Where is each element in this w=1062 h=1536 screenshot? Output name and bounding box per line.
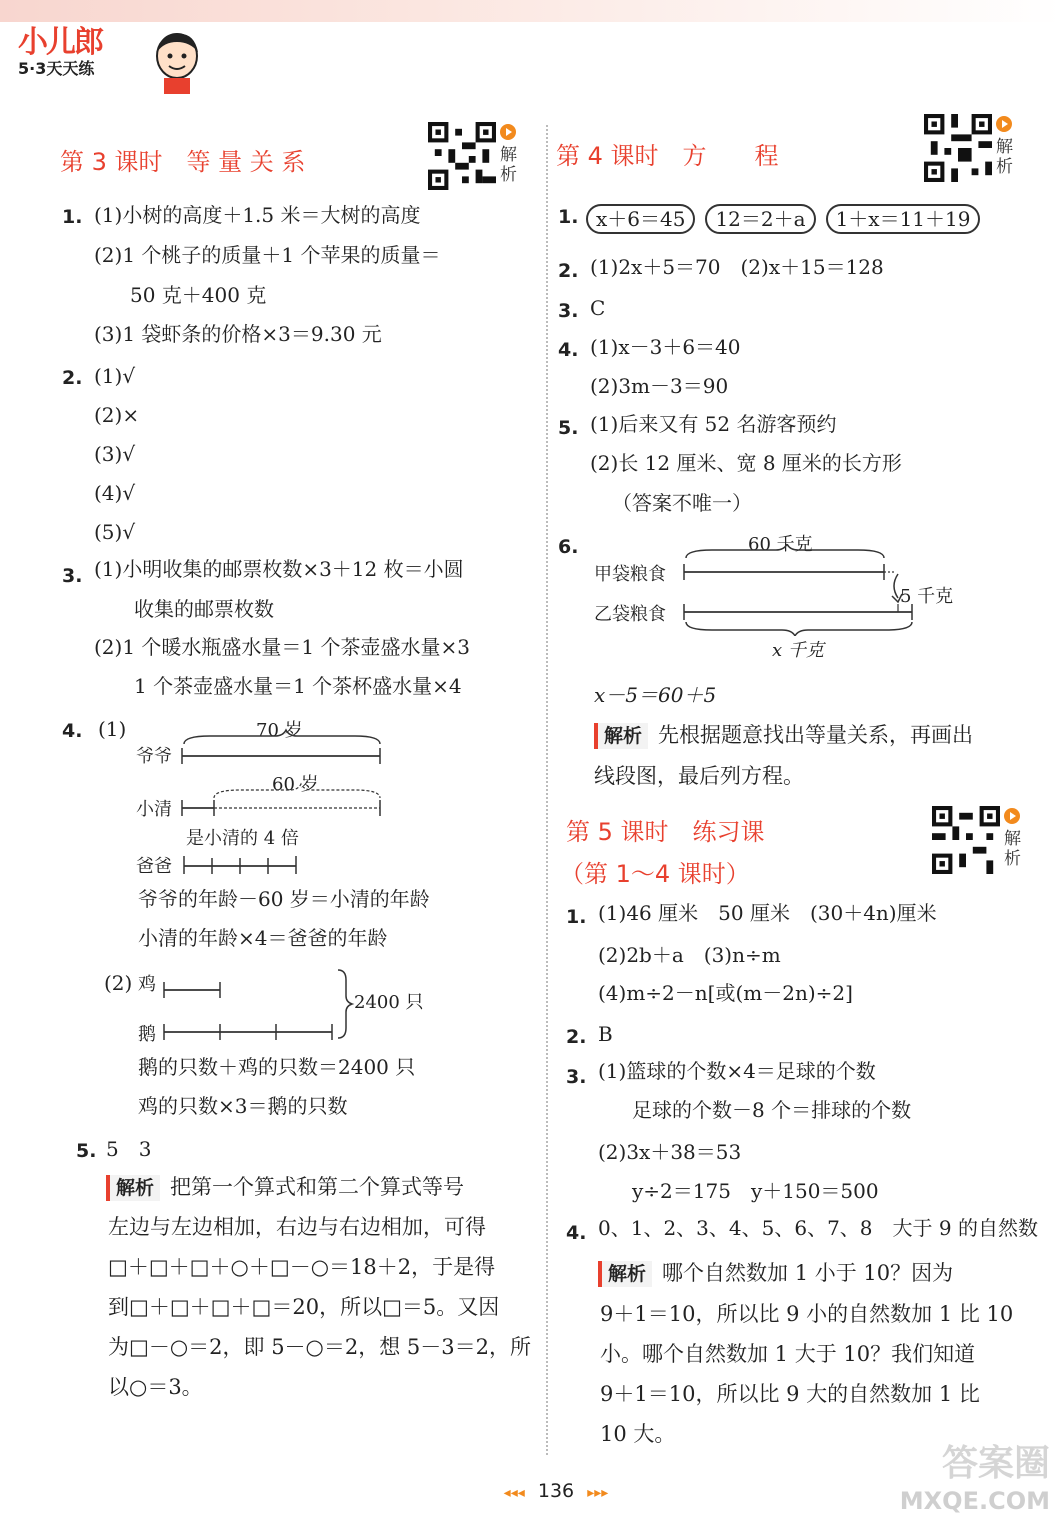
play-icon bbox=[1004, 808, 1020, 824]
l5-q3-line3: (2)3x＋38＝53 bbox=[598, 1140, 742, 1164]
brand-logo bbox=[18, 26, 102, 78]
watermark-cn: 答案圈 bbox=[941, 1443, 1050, 1484]
r-q6-analysis-row1 bbox=[594, 722, 973, 749]
q4-number: 4. bbox=[62, 720, 83, 742]
r-q4-line1: (1)x－3＋6＝40 bbox=[590, 335, 741, 359]
l5-q4-line1: 0、1、2、3、4、5、6、7、8 大于 9 的自然数 bbox=[598, 1216, 1038, 1240]
watermark-text: MXQE.COM bbox=[899, 1487, 1050, 1515]
qr-code-icon[interactable] bbox=[932, 806, 1000, 874]
q2-item1: (1)√ bbox=[94, 364, 136, 388]
r-q5-line2: (2)长 12 厘米、宽 8 厘米的长方形 bbox=[590, 451, 902, 475]
page-number: 136 bbox=[537, 1480, 575, 1502]
q5-analysis-l2: 左边与左边相加，右边与右边相加，可得 bbox=[108, 1215, 486, 1239]
dad-label: 爸爸 bbox=[136, 856, 172, 877]
r-q6-equation: x－5＝60＋5 bbox=[594, 683, 717, 707]
prev-arrows-icon: ◂◂◂ bbox=[503, 1485, 525, 1501]
q3-line1: (1)小明收集的邮票枚数×3＋12 枚＝小圆 bbox=[94, 557, 464, 581]
q1-line3: 50 克＋400 克 bbox=[130, 283, 267, 307]
q2-item2: (2)× bbox=[94, 403, 140, 427]
q5-analysis-l6: 以○＝3。 bbox=[108, 1375, 203, 1399]
bag-b-label: 乙袋粮食 bbox=[594, 604, 666, 625]
kg5-label: 5 千克 bbox=[900, 586, 954, 607]
analysis-tag: 解析 bbox=[598, 1261, 652, 1287]
q5-analysis-l4: 到□＋□＋□＋□＝20，所以□＝5。又因 bbox=[108, 1295, 500, 1319]
l5-q4-number: 4. bbox=[566, 1222, 587, 1244]
r-q6-number: 6. bbox=[558, 536, 579, 558]
l5-q4-analysis-l6: 10 大。 bbox=[600, 1422, 676, 1446]
brand-sub: 5·3天天练 bbox=[18, 59, 95, 78]
r-q3-line1: C bbox=[590, 296, 606, 320]
q3-line4: 1 个茶壶盛水量＝1 个茶杯盛水量×4 bbox=[134, 674, 462, 698]
q1-line1: (1)小树的高度＋1.5 米＝大树的高度 bbox=[94, 203, 421, 227]
qr-label: 解析 bbox=[500, 145, 517, 185]
chicken-label: 鸡 bbox=[138, 974, 156, 995]
r-q4-line2: (2)3m－3＝90 bbox=[590, 374, 729, 398]
r-q1-number: 1. bbox=[558, 206, 579, 228]
q1-line2: (2)1 个桃子的质量＋1 个苹果的质量＝ bbox=[94, 243, 441, 267]
q5-number: 5. bbox=[76, 1140, 97, 1162]
q2-item3: (3)√ bbox=[94, 442, 136, 466]
q4-part1: (1) bbox=[98, 717, 127, 741]
q4-part2: (2) bbox=[104, 971, 133, 995]
section-subtitle-lesson5: （第 1～4 课时） bbox=[560, 860, 750, 888]
q3-number: 3. bbox=[62, 565, 83, 587]
l5-q4-analysis-row1 bbox=[598, 1260, 953, 1287]
r-q1-ovals bbox=[586, 204, 990, 234]
q4-eq2: 小清的年龄×4＝爸爸的年龄 bbox=[138, 926, 388, 950]
xiaoqing-label: 小清 bbox=[136, 799, 172, 820]
times4-label: 是小清的 4 倍 bbox=[186, 828, 299, 849]
section-title-lesson3: 第 3 课时 等 量 关 系 bbox=[60, 148, 306, 176]
q5-analysis-row1 bbox=[106, 1174, 464, 1201]
xkg-label: x 千克 bbox=[772, 640, 824, 661]
l5-q4-analysis-l5: 9＋1＝10，所以比 9 大的自然数加 1 比 bbox=[600, 1382, 980, 1406]
total-2400-label: 2400 只 bbox=[354, 992, 424, 1013]
bag-a-label: 甲袋粮食 bbox=[594, 564, 666, 585]
r-q5-number: 5. bbox=[558, 417, 579, 439]
header-banner bbox=[0, 0, 1062, 22]
l5-q4-analysis-l2: 哪个自然数加 1 小于 10？因为 bbox=[662, 1261, 954, 1285]
r-q5-line3: （答案不唯一） bbox=[612, 491, 752, 515]
oval-equation: 12＝2＋a bbox=[705, 204, 815, 234]
oval-equation: x＋6＝45 bbox=[586, 204, 695, 234]
section-title-lesson4: 第 4 课时 方 程 bbox=[556, 142, 779, 170]
r-q6-analysis-l2: 线段图，最后列方程。 bbox=[594, 764, 804, 788]
l5-q1-line3: (4)m÷2－n[或(m－2n)÷2] bbox=[598, 981, 853, 1005]
q5-analysis-l1: 把第一个算式和第二个算式等号 bbox=[170, 1175, 465, 1199]
next-arrows-icon: ▸▸▸ bbox=[587, 1485, 609, 1501]
kg60-label: 60 千克 bbox=[748, 534, 813, 555]
qr-code-icon[interactable] bbox=[924, 114, 992, 182]
watermark-logo bbox=[890, 1442, 1050, 1528]
q1-line4: (3)1 袋虾条的价格×3＝9.30 元 bbox=[94, 322, 382, 346]
l5-q1-line1: (1)46 厘米 50 厘米 (30＋4n)厘米 bbox=[598, 901, 937, 925]
l5-q4-analysis-l3: 9＋1＝10，所以比 9 小的自然数加 1 比 10 bbox=[600, 1302, 1014, 1326]
q5-analysis-l5: 为□－○＝2，即 5－○＝2，想 5－3＝2，所 bbox=[108, 1335, 532, 1359]
r-q3-number: 3. bbox=[558, 300, 579, 322]
l5-q3-line4: y÷2＝175 y＋150＝500 bbox=[632, 1179, 879, 1203]
l5-q2-line1: B bbox=[598, 1022, 613, 1046]
r-q5-line1: (1)后来又有 52 名游客预约 bbox=[590, 412, 837, 436]
l5-q4-analysis-l4: 小。哪个自然数加 1 大于 10？我们知道 bbox=[600, 1342, 976, 1366]
q4-eq3: 鹅的只数＋鸡的只数＝2400 只 bbox=[138, 1055, 416, 1079]
grain-line-diagram bbox=[682, 544, 918, 636]
l5-q3-number: 3. bbox=[566, 1066, 587, 1088]
q3-line2: 收集的邮票枚数 bbox=[134, 597, 274, 621]
play-icon bbox=[996, 116, 1012, 132]
age60-label: 60 岁 bbox=[272, 774, 319, 795]
l5-q2-number: 2. bbox=[566, 1026, 587, 1048]
q2-number: 2. bbox=[62, 367, 83, 389]
analysis-tag: 解析 bbox=[594, 723, 648, 749]
q2-item5: (5)√ bbox=[94, 520, 136, 544]
section-title-lesson5: 第 5 课时 练习课 bbox=[566, 818, 765, 846]
q1-number: 1. bbox=[62, 206, 83, 228]
analysis-tag: 解析 bbox=[106, 1175, 160, 1201]
qr-label: 解析 bbox=[1004, 829, 1021, 869]
qr-label: 解析 bbox=[996, 137, 1013, 177]
l5-q3-line1: (1)篮球的个数×4＝足球的个数 bbox=[598, 1059, 876, 1083]
column-divider bbox=[546, 125, 548, 1455]
q5-analysis-l3: □＋□＋□＋○＋□－○＝18＋2，于是得 bbox=[108, 1255, 496, 1279]
r-q2-line1: (1)2x＋5＝70 (2)x＋15＝128 bbox=[590, 255, 884, 279]
age-line-diagram bbox=[180, 728, 390, 878]
l5-q3-line2: 足球的个数－8 个＝排球的个数 bbox=[632, 1098, 912, 1122]
q5-answer: 5 3 bbox=[106, 1137, 152, 1161]
q3-line3: (2)1 个暖水瓶盛水量＝1 个茶壶盛水量×3 bbox=[94, 635, 470, 659]
r-q4-number: 4. bbox=[558, 339, 579, 361]
q4-eq1: 爷爷的年龄－60 岁＝小清的年龄 bbox=[138, 887, 430, 911]
qr-code-icon[interactable] bbox=[428, 122, 496, 190]
l5-q1-number: 1. bbox=[566, 906, 587, 928]
q2-item4: (4)√ bbox=[94, 481, 136, 505]
goose-label: 鹅 bbox=[138, 1024, 156, 1045]
page-number-bar bbox=[476, 1480, 636, 1506]
poultry-line-diagram bbox=[160, 966, 355, 1042]
r-q2-number: 2. bbox=[558, 260, 579, 282]
age70-label: 70 岁 bbox=[256, 720, 303, 741]
oval-equation: 1＋x＝11＋19 bbox=[826, 204, 981, 234]
mascot-icon bbox=[152, 30, 202, 94]
play-icon bbox=[500, 124, 516, 140]
q4-eq4: 鸡的只数×3＝鹅的只数 bbox=[138, 1094, 348, 1118]
r-q6-analysis-l1: 先根据题意找出等量关系，再画出 bbox=[658, 723, 974, 747]
l5-q1-line2: (2)2b＋a (3)n÷m bbox=[598, 943, 781, 967]
brand-name: 小儿郎 bbox=[18, 25, 102, 60]
grandpa-label: 爷爷 bbox=[136, 746, 172, 767]
